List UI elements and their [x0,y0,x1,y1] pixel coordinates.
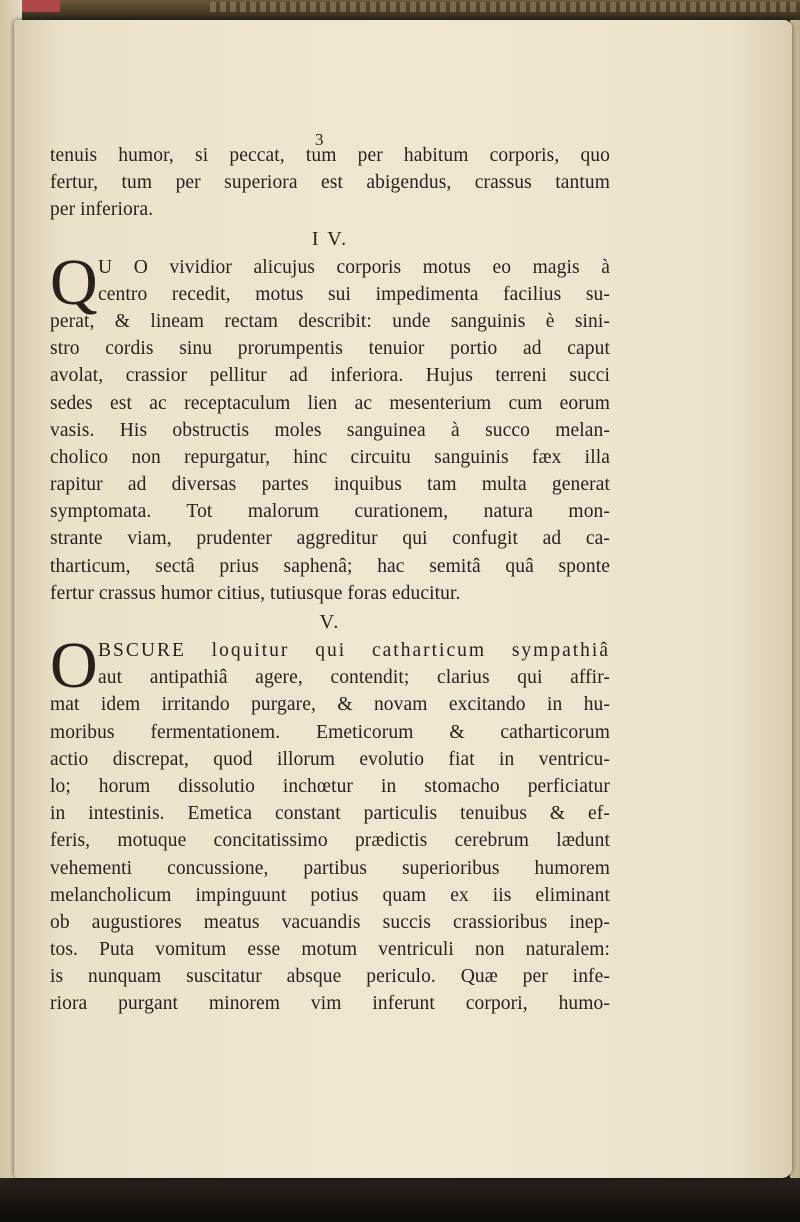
text-line: BSCURE loquitur qui catharticum sympathiâ [98,640,610,661]
section-heading-v: V. [319,611,341,633]
text-line: lo; horum dissolutio inchœtur in stomacho perficiatur [50,775,610,797]
text-line: avolat, crassior pellitur ad inferiora. Hujus terreni succi [50,365,610,387]
text-line: melancholicum impinguunt potius quam ex iis eliminant [50,884,610,906]
text-line: rapitur ad diversas partes inquibus tam multa generat [50,474,610,496]
text-line: is nunquam suscitatur absque periculo. Quæ per infe- [50,966,610,988]
text-line: per inferiora. [50,199,154,221]
section-heading-iv: I V. [311,227,349,250]
text-line: moribus fermentationem. Emeticorum & catharticorum [50,721,610,743]
text-line: fertur, tum per superiora est abigendus, crassus tantum [50,172,610,194]
section-v-paragraph [50,629,610,1018]
text-line: cholico non repurgatur, hinc circuitu sanguinis fæx illa [50,446,610,468]
text-line: sedes est ac receptaculum lien ac mesenterium cum eorum [50,392,610,414]
text-line: vehementi concussione, partibus superioribus humorem [50,857,610,879]
text-line: tharticum, sectâ prius saphenâ; hac semitâ quâ sponte [50,555,610,577]
text-line: centro recedit, motus sui impedimenta facilius su- [98,283,610,305]
text-line: U O vividior alicujus corporis motus eo magis à [98,256,610,278]
text-line: vasis. His obstructis moles sanguinea à succo melan- [50,419,610,441]
text-line: strante viam, prudenter aggreditur qui confugit ad ca- [50,528,610,550]
text-line: fertur crassus humor citius, tutiusque foras educitur. [50,582,461,604]
text-line: feris, motuque concitatissimo prædictis cerebrum lædunt [50,830,610,852]
text-line: perat, & lineam rectam describit: unde sanguinis è sini- [50,310,610,332]
text-line: actio discrepat, quod illorum evolutio fiat in ventricu- [50,748,610,770]
book-binding-top [0,0,800,22]
text-line: ob augustiores meatus vacuandis succis crassioribus inep- [50,911,610,933]
page-text [50,128,610,1018]
page-number: 3 [315,130,324,149]
text-line: stro cordis sinu prorumpentis tenuior portio ad caput [50,338,610,360]
section-iii-tail [50,142,610,224]
gilt-tooling [210,2,800,12]
section-iv-paragraph [50,245,610,607]
text-line: aut antipathiâ agere, contendit; clarius qui affir- [98,667,610,689]
text-line: tenuis humor, si peccat, tum per habitum corporis, quo [50,145,610,166]
text-line: tos. Puta vomitum esse motum ventriculi non naturalem: [50,939,610,961]
text-line: symptomata. Tot malorum curationem, natura mon- [50,501,610,523]
drop-capital: O [50,629,98,702]
text-line: mat idem irritando purgare, & novam excitando in hu- [50,694,610,716]
text-line: riora purgant minorem vim inferunt corpori, humo- [50,993,610,1015]
book-shadow-bottom [0,1178,800,1222]
drop-capital: Q [50,245,98,319]
text-line: in intestinis. Emetica constant particulis tenuibus & ef- [50,803,610,825]
